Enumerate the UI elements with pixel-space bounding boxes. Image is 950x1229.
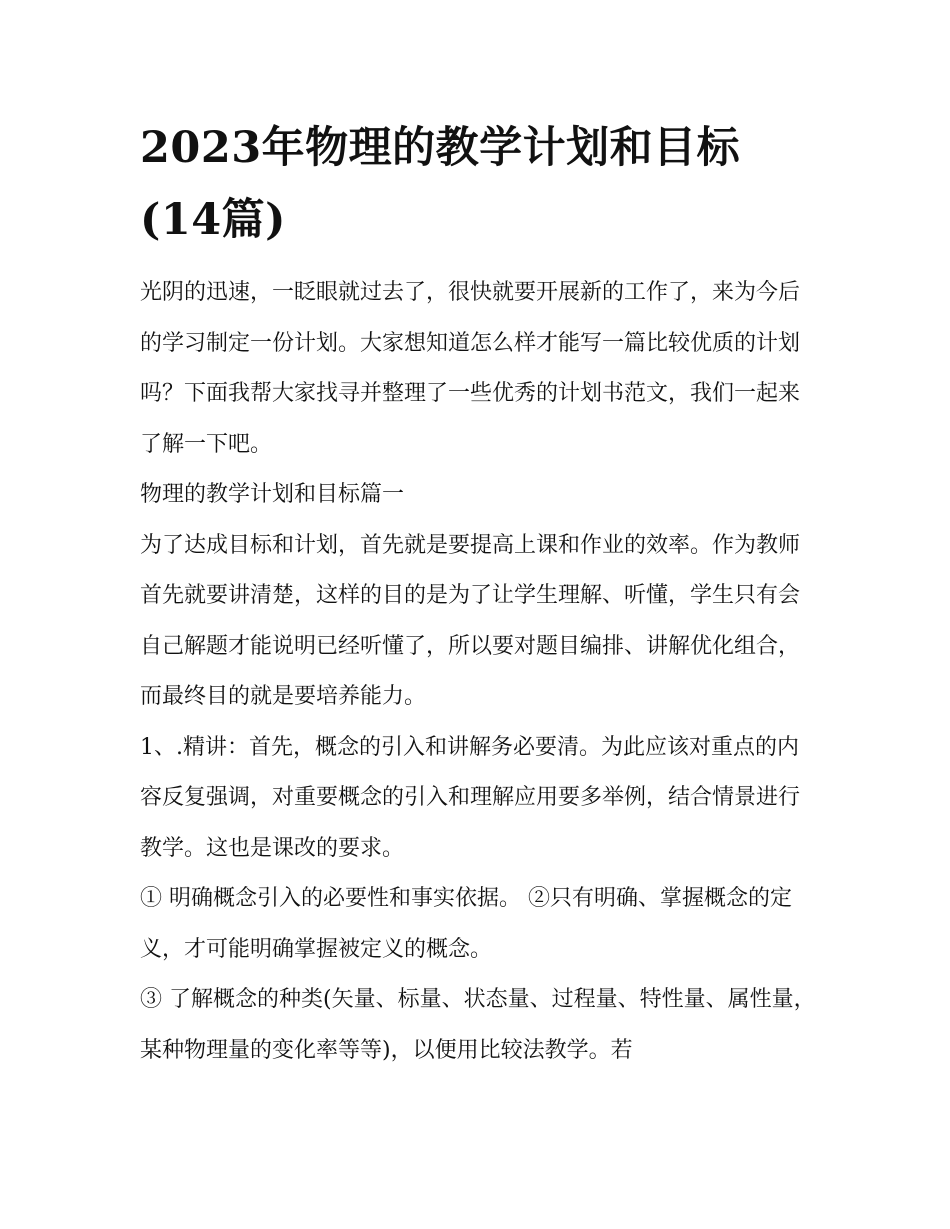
body-paragraph: 为了达成目标和计划，首先就是要提高上课和作业的效率。作为教师首先就要讲清楚，这样的目的是为了让学生理解、听懂，学生只有会自己解题才能说明已经听懂了，所以要对题目编排、讲解优化组合，而最终目的就是要培养能力。 [140,532,801,709]
document-page [140,112,820,1076]
body-paragraph: 1、.精讲：首先，概念的引入和讲解务必要清。为此应该对重点的内容反复强调，对重要概念的引入和理解应用要多举例，结合情景进行教学。这也是课改的要求。 [140,734,801,861]
document-body [140,268,820,1076]
body-paragraph: ③ 了解概念的种类(矢量、标量、状态量、过程量、特性量、属性量，某种物理量的变化率等等)，以便用比较法教学。若 [140,987,816,1063]
intro-paragraph: 光阴的迅速，一眨眼就过去了，很快就要开展新的工作了，来为今后的学习制定一份计划。大家想知道怎么样才能写一篇比较优质的计划吗？下面我帮大家找寻并整理了一些优秀的计划书范文，我们一起来了解一下吧。 [140,280,801,457]
document-title: 2023年物理的教学计划和目标(14篇) [140,123,741,245]
section-heading: 物理的教学计划和目标篇一 [140,482,405,507]
body-paragraph: ① 明确概念引入的必要性和事实依据。 ②只有明确、掌握概念的定义，才可能明确掌握被定义的概念。 [140,886,792,962]
